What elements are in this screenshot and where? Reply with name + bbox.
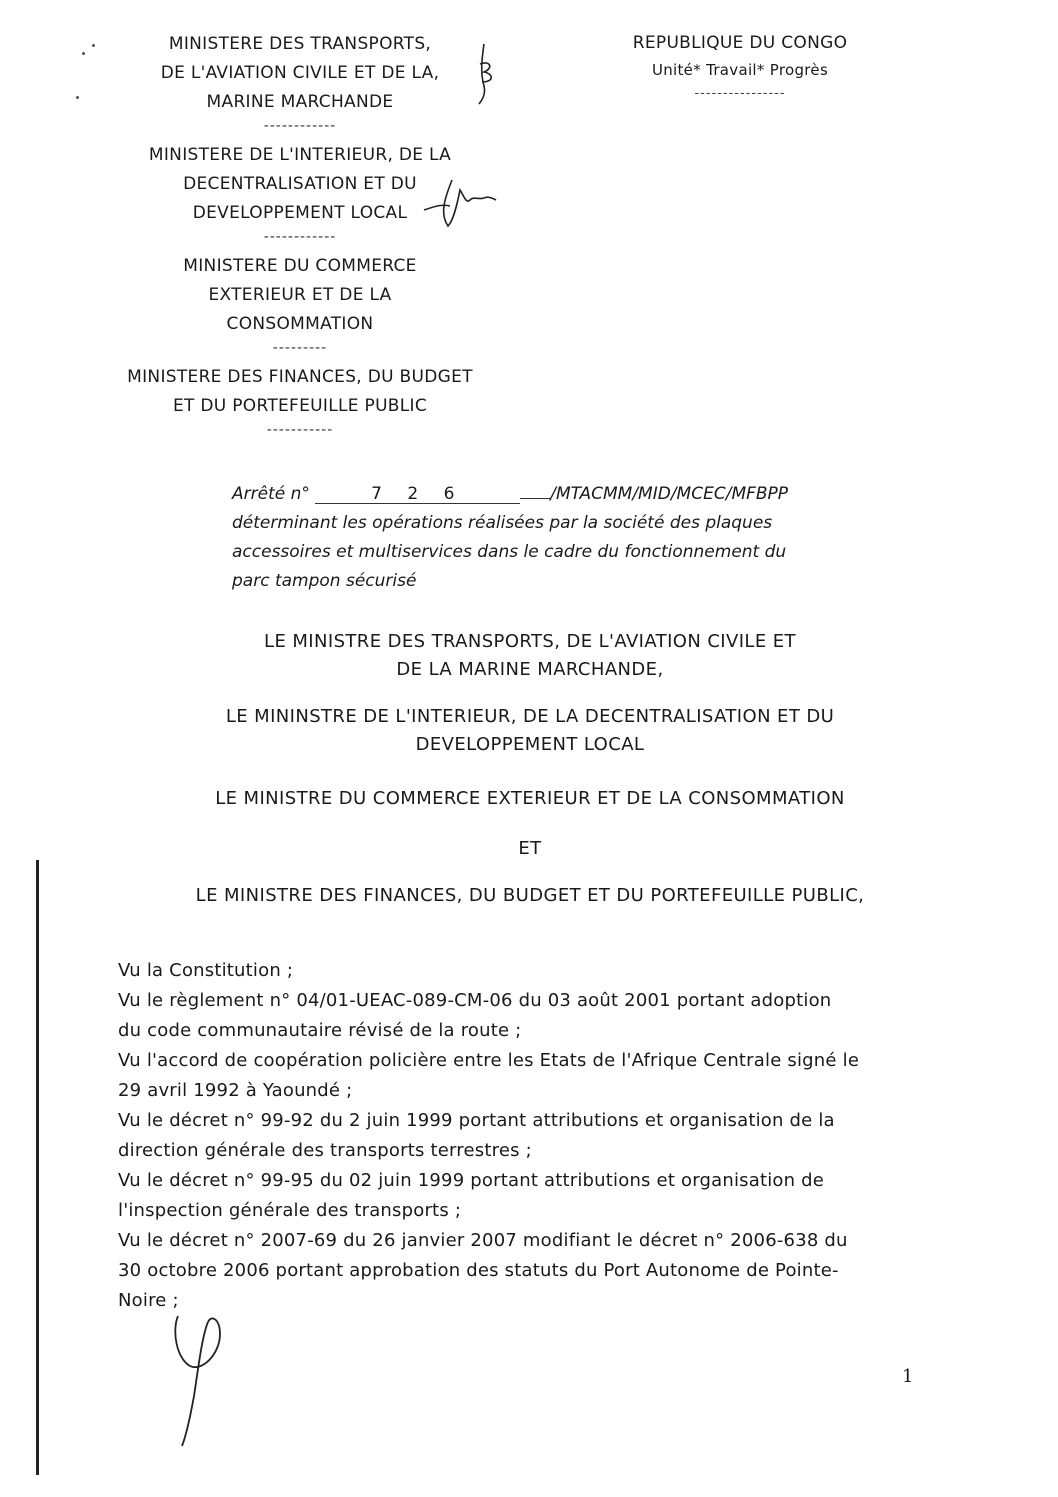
handwritten-signature [168,1300,238,1450]
heading-line: DEVELOPPEMENT LOCAL [415,734,645,755]
heading-minister-commerce: LE MINISTRE DU COMMERCE EXTERIEUR ET DE LA CONSOMMATION [215,788,845,809]
initials-signature [420,170,500,230]
heading-conjunction: ET [518,838,542,859]
ministry-line: EXTERIEUR ET DE LA [208,285,392,305]
arrete-subject-line: accessoires et multiservices dans le cadre du fonctionnement du [232,542,787,562]
initials-signature [470,42,500,106]
ministry-finances [100,363,500,437]
visa-line: 30 octobre 2006 portant approbation des statuts du Port Autonome de Pointe- [118,1260,839,1281]
scan-edge-line [36,860,39,1475]
arrete-prefix: Arrêté n° [232,484,310,504]
visas-list [118,956,918,1316]
arrete-reference: /MTACMM/MID/MCEC/MFBPP [550,484,789,504]
arrete-subject-line: parc tampon sécurisé [232,571,417,591]
ministry-transports [100,30,500,133]
scan-speck [92,44,95,47]
visa-line: direction générale des transports terrestres ; [118,1140,532,1161]
heading-line: LE MINISTRE DES TRANSPORTS, DE L'AVIATION CIVILE ET [264,631,796,652]
ministry-line: DECENTRALISATION ET DU [183,174,417,194]
arrete-number: 7 2 6 [315,485,520,504]
visa-line: Noire ; [118,1290,179,1311]
ministry-line: MINISTERE DU COMMERCE [183,256,417,276]
heading-minister-transports [100,628,960,684]
ministry-commerce [100,252,500,355]
visa-line: Vu la Constitution ; [118,960,294,981]
national-motto: Unité* Travail* Progrès [651,61,829,79]
separator: ------------ [263,229,337,245]
visa-line: Vu le décret n° 99-92 du 2 juin 1999 portant attributions et organisation de la [118,1110,835,1131]
separator: ------------ [263,118,337,134]
visa-line: Vu le règlement n° 04/01-UEAC-089-CM-06 du 03 août 2001 portant adoption [118,990,832,1011]
ministry-line: MINISTERE DE L'INTERIEUR, DE LA [148,145,452,165]
ministry-line: MARINE MARCHANDE [206,92,394,112]
arrete-title [232,480,852,509]
separator: ---------------- [694,86,786,101]
ministry-line: ET DU PORTEFEUILLE PUBLIC [172,396,428,416]
ministry-line: MINISTERE DES TRANSPORTS, [168,34,432,54]
ministries-header [100,30,500,445]
separator: ----------- [266,422,334,438]
heading-line: DE LA MARINE MARCHANDE, [396,659,664,680]
arrete-block [232,480,852,596]
heading-line: LE MININSTRE DE L'INTERIEUR, DE LA DECENTRALISATION ET DU [225,706,835,727]
scan-speck [82,52,85,55]
visa-line: Vu l'accord de coopération policière entre les Etats de l'Afrique Centrale signé le [118,1050,860,1071]
arrete-blank [520,498,550,499]
visa-line: l'inspection générale des transports ; [118,1200,462,1221]
ministry-line: DEVELOPPEMENT LOCAL [192,203,408,223]
visa-line: Vu le décret n° 2007-69 du 26 janvier 2007 modifiant le décret n° 2006-638 du [118,1230,848,1251]
republic-header [600,30,880,104]
visa-line: 29 avril 1992 à Yaoundé ; [118,1080,353,1101]
heading-minister-finances: LE MINISTRE DES FINANCES, DU BUDGET ET DU PORTEFEUILLE PUBLIC, [195,885,865,906]
ministry-line: DE L'AVIATION CIVILE ET DE LA, [160,63,440,83]
separator: --------- [272,340,328,356]
visa-line: Vu le décret n° 99-95 du 02 juin 1999 portant attributions et organisation de [118,1170,825,1191]
ministry-line: CONSOMMATION [226,314,374,334]
scan-speck [76,96,79,99]
visa-line: du code communautaire révisé de la route ; [118,1020,522,1041]
page-number: 1 [902,1366,914,1387]
ministry-line: MINISTERE DES FINANCES, DU BUDGET [127,367,473,387]
country-name: REPUBLIQUE DU CONGO [632,33,848,53]
heading-minister-interior [100,703,960,759]
arrete-subject-line: déterminant les opérations réalisées par la société des plaques [232,513,773,533]
